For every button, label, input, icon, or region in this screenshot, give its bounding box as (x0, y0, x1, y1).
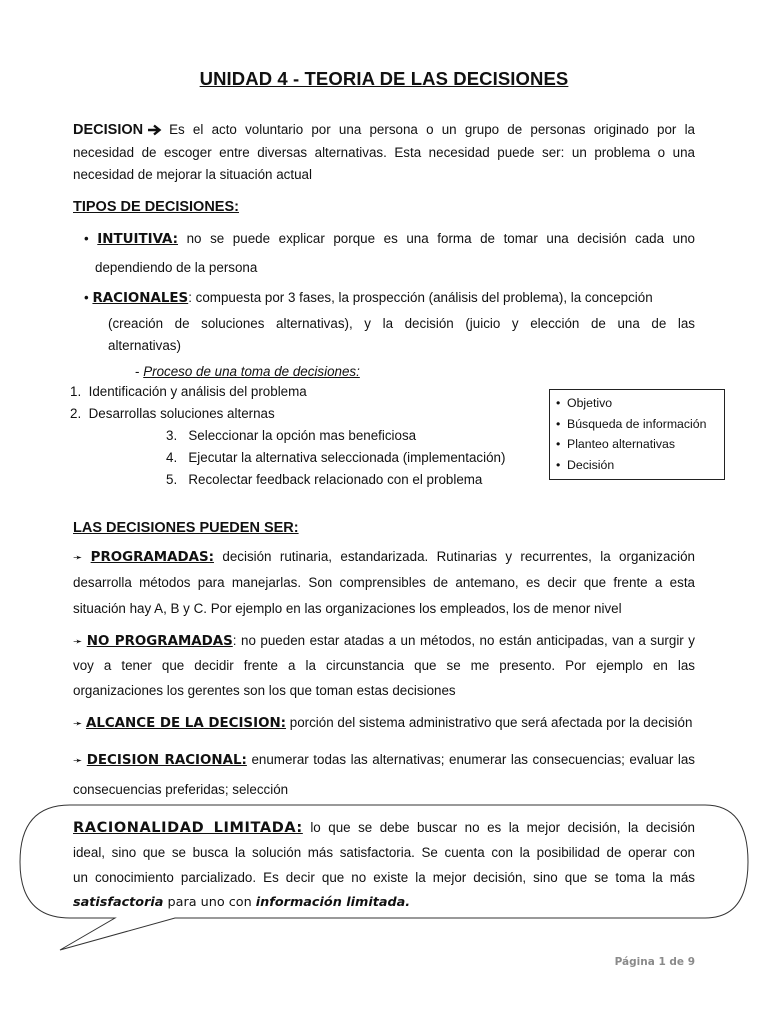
page-title: UNIDAD 4 - TEORIA DE LAS DECISIONES (199, 68, 569, 89)
racional-term: DECISION RACIONAL: (86, 753, 247, 768)
step-num: 1. (70, 384, 82, 399)
step-text: Identificación y análisis del problema (88, 384, 307, 399)
para-uno-text: para uno con (167, 895, 252, 910)
intuitiva-line-2: dependiendo de la persona (95, 260, 258, 275)
small-arrow-icon: ➛ (73, 636, 83, 648)
bullet-dot: • (84, 231, 89, 246)
small-arrow-icon: ➛ (73, 755, 83, 767)
racionales-line-2: (creación de soluciones alternativas), y la decisión (juicio y elección de una de las (108, 316, 695, 331)
step-num: 5. (166, 472, 178, 487)
racionales-term: RACIONALES (92, 291, 189, 306)
small-arrow-icon: ➛ (73, 718, 83, 730)
racionales-line-3: alternativas) (108, 338, 181, 353)
tipos-heading: TIPOS DE DECISIONES: (73, 199, 239, 215)
no-programadas-term: NO PROGRAMADAS (86, 634, 233, 649)
satisfactoria-word: satisfactoria (73, 895, 164, 910)
racionalidad-line-4 (73, 895, 410, 910)
decision-text-1: Es el acto voluntario por una persona o un grupo de personas originado por la (169, 122, 695, 137)
info-limitada-text: información limitada. (255, 895, 411, 910)
decision-term: DECISION (73, 122, 144, 138)
step-num: 3. (166, 428, 178, 443)
proceso-dash: - (135, 364, 140, 379)
racionalidad-text-1: lo que se debe buscar no es la mejor decisión, la decisión (310, 820, 695, 835)
racional-line-2: consecuencias preferidas; selección (73, 782, 289, 797)
programadas-line-2: desarrolla métodos para manejarlas. Son comprensibles de antemano, es decir que frente a esta (73, 575, 695, 590)
intuitiva-text-1: no se puede explicar porque es una forma de tomar una decisión cada uno (186, 231, 695, 246)
racional-text-1: enumerar todas las alternativas; enumerar las consecuencias; evaluar las (251, 752, 695, 767)
box-item: • Búsqueda de información (550, 415, 724, 436)
racionales-text-1: : compuesta por 3 fases, la prospección (análisis del problema), la concepción (188, 290, 653, 305)
pueden-ser-heading: LAS DECISIONES PUEDEN SER: (73, 520, 299, 536)
bullet-dot: • (84, 290, 89, 305)
programadas-text-1: decisión rutinaria, estandarizada. Rutinarias y recurrentes, la organización (222, 549, 695, 564)
no-programadas-line-3: organizaciones los gerentes son los que toman estas decisiones (73, 683, 456, 698)
box-item: • Objetivo (550, 394, 724, 415)
programadas-line-3: situación hay A, B y C. Por ejemplo en las organizaciones los empleados, los de menor nivel (73, 601, 622, 616)
proceso-heading: Proceso de una toma de decisiones: (143, 364, 360, 379)
alcance-text: porción del sistema administrativo que será afectada por la decisión (289, 715, 693, 730)
no-programadas-text-1: : no pueden estar atadas a un métodos, no están anticipadas, van a surgir y (232, 633, 695, 648)
programadas-term: PROGRAMADAS: (90, 550, 214, 565)
step-text: Recolectar feedback relacionado con el problema (188, 472, 483, 487)
box-item: • Decisión (550, 456, 724, 477)
step-num: 4. (166, 450, 178, 465)
decision-line-2: necesidad de escoger entre diversas alternativas. Esta necesidad puede ser: un problema o una (73, 145, 695, 160)
step-num: 2. (70, 406, 82, 421)
page-number: Página 1 de 9 (614, 956, 695, 968)
alcance-term: ALCANCE DE LA DECISION: (85, 716, 287, 731)
step-text: Seleccionar la opción mas beneficiosa (188, 428, 417, 443)
racionalidad-line-2: ideal, sino que se busca la solución más satisfactoria. Se cuenta con la posibilidad de operar con (73, 845, 695, 860)
box-item: • Planteo alternativas (550, 435, 724, 456)
no-programadas-line-2: voy a tener que decidir frente a la circunstancia que se me presento. Por ejemplo en las (73, 658, 695, 673)
step-text: Desarrollas soluciones alternas (88, 406, 275, 421)
step-text: Ejecutar la alternativa seleccionada (implementación) (188, 450, 506, 465)
racionalidad-line-1 (73, 820, 695, 836)
racionalidad-line-3: un conocimiento parcializado. Es decir que no existe la mejor decisión, sino que se toma la más (73, 870, 695, 885)
small-arrow-icon: ➛ (73, 552, 83, 564)
intuitiva-term: INTUITIVA: (97, 232, 179, 247)
racionalidad-term: RACIONALIDAD LIMITADA: (73, 820, 303, 836)
decision-line-3: necesidad de mejorar la situación actual (73, 167, 312, 182)
